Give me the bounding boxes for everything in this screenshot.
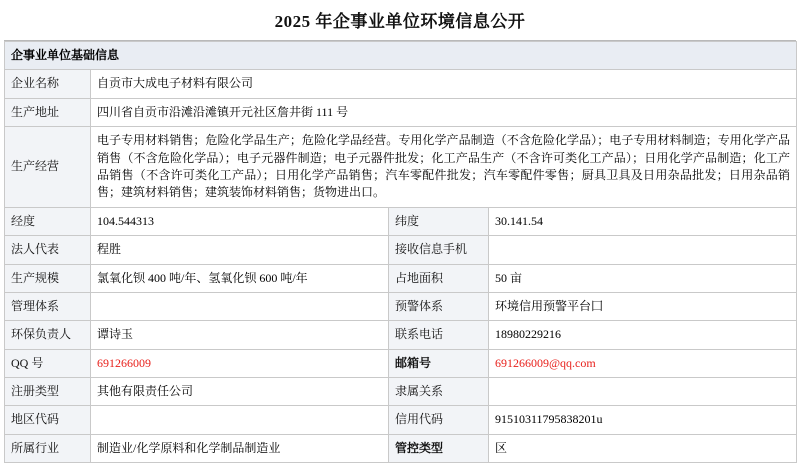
label-env-manager: 环保负责人 <box>5 321 91 349</box>
value-longitude: 104.544313 <box>91 207 389 235</box>
value-qq: 691266009 <box>91 349 389 377</box>
label-credit-code: 信用代码 <box>389 406 489 434</box>
label-business: 生产经营 <box>5 127 91 208</box>
label-qq: QQ 号 <box>5 349 91 377</box>
label-production-scale: 生产规模 <box>5 264 91 292</box>
value-reg-type: 其他有限责任公司 <box>91 378 389 406</box>
value-affiliation <box>489 378 797 406</box>
value-receive-phone <box>489 236 797 264</box>
label-address: 生产地址 <box>5 98 91 126</box>
value-legal-rep: 程胜 <box>91 236 389 264</box>
label-control-type: 管控类型 <box>389 434 489 462</box>
label-receive-phone: 接收信息手机 <box>389 236 489 264</box>
label-longitude: 经度 <box>5 207 91 235</box>
value-address: 四川省自贡市沿滩沿滩镇开元社区詹井街 111 号 <box>91 98 797 126</box>
section-header: 企事业单位基础信息 <box>5 42 797 70</box>
label-land-area: 占地面积 <box>389 264 489 292</box>
table-row-qq-email <box>5 349 797 377</box>
table-row-registration <box>5 378 797 406</box>
table-row-systems <box>5 292 797 320</box>
label-region-code: 地区代码 <box>5 406 91 434</box>
label-email: 邮箱号 <box>389 349 489 377</box>
label-management-system: 管理体系 <box>5 292 91 320</box>
company-info-table <box>4 41 797 463</box>
label-legal-rep: 法人代表 <box>5 236 91 264</box>
label-company-name: 企业名称 <box>5 70 91 98</box>
value-industry: 制造业/化学原料和化学制品制造业 <box>91 434 389 462</box>
table-row-env-manager <box>5 321 797 349</box>
value-region-code <box>91 406 389 434</box>
label-warning-system: 预警体系 <box>389 292 489 320</box>
label-contact-phone: 联系电话 <box>389 321 489 349</box>
value-email: 691266009@qq.com <box>489 349 797 377</box>
value-company-name: 自贡市大成电子材料有限公司 <box>91 70 797 98</box>
table-row-business <box>5 127 797 208</box>
table-row-scale <box>5 264 797 292</box>
table-row-coordinates <box>5 207 797 235</box>
table-row-address <box>5 98 797 126</box>
value-management-system <box>91 292 389 320</box>
table-row-section <box>5 42 797 70</box>
value-latitude: 30.141.54 <box>489 207 797 235</box>
value-business: 电子专用材料销售；危险化学品生产；危险化学品经营。专用化学产品制造（不含危险化学品）；电子专用材料制造；专用化学产品销售（不含危险化学品）；电子元器件制造；电子元器件批发；化工产品生产（不含许可类化工产品）；日用化学产品制造；化工产品销售（不含许可类化工产品）；日用化学产品销售；汽车零配件批发；汽车零配件零售；厨具卫具及日用杂品批发；日用杂品销售；建筑材料销售；建筑装饰材料销售；货物进出口。 <box>91 127 797 208</box>
label-latitude: 纬度 <box>389 207 489 235</box>
table-row-codes <box>5 406 797 434</box>
table-row-legal-rep <box>5 236 797 264</box>
value-production-scale: 氯氧化钡 400 吨/年、氢氧化钡 600 吨/年 <box>91 264 389 292</box>
value-env-manager: 谭诗玉 <box>91 321 389 349</box>
value-contact-phone: 18980229216 <box>489 321 797 349</box>
value-credit-code: 91510311795838201u <box>489 406 797 434</box>
page-title: 2025 年企事业单位环境信息公开 <box>274 12 526 31</box>
label-reg-type: 注册类型 <box>5 378 91 406</box>
label-affiliation: 隶属关系 <box>389 378 489 406</box>
value-warning-system: 环境信用预警平台囗 <box>489 292 797 320</box>
table-row-industry <box>5 434 797 462</box>
table-row-company-name <box>5 70 797 98</box>
value-control-type: 区 <box>489 434 797 462</box>
label-industry: 所属行业 <box>5 434 91 462</box>
value-land-area: 50 亩 <box>489 264 797 292</box>
